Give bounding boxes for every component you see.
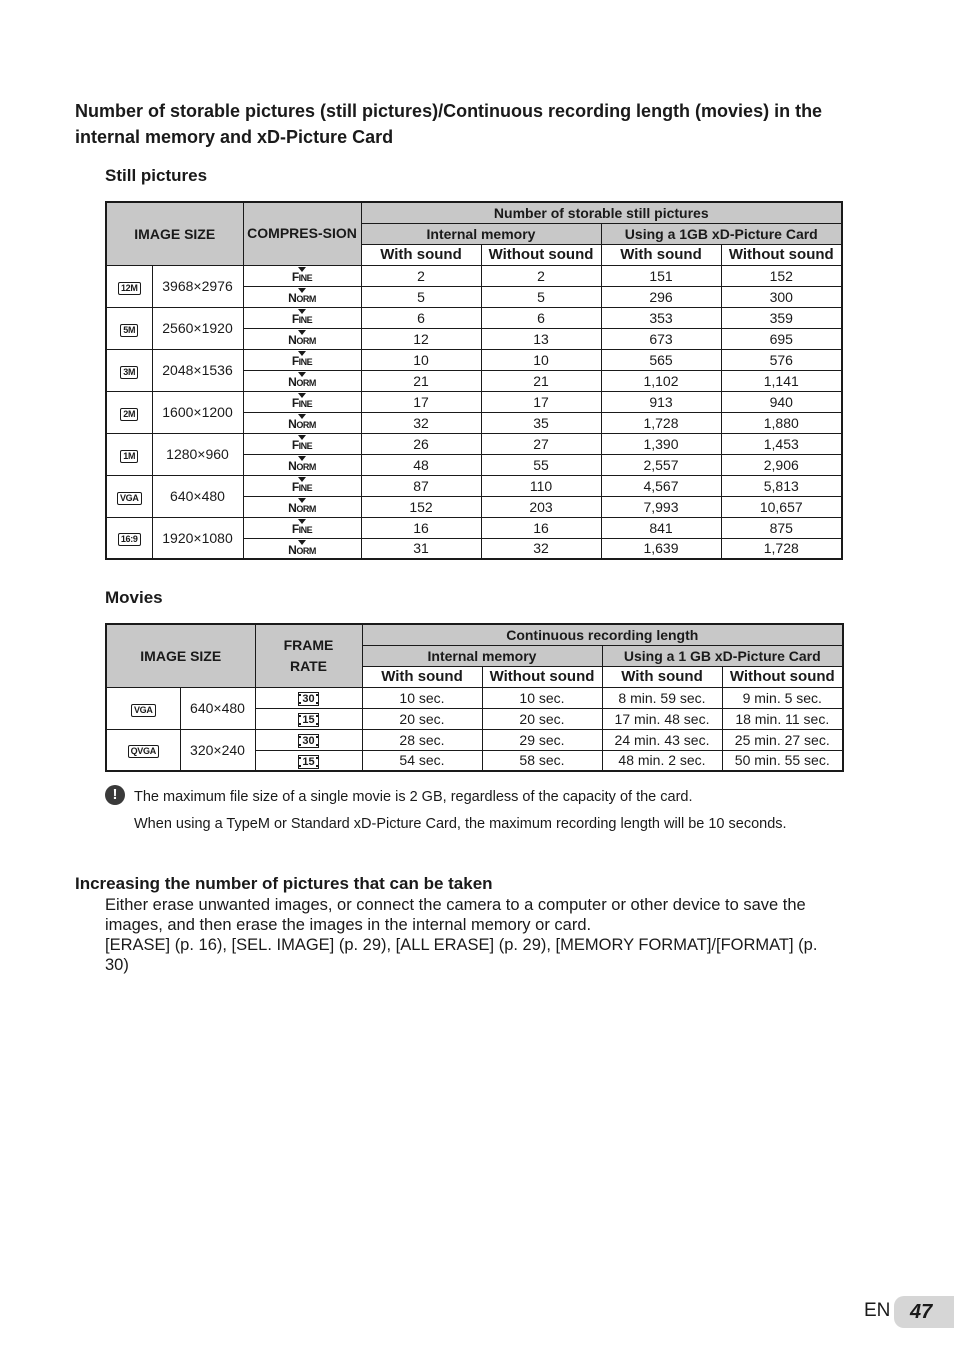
image-size-icon: 3M (120, 366, 138, 379)
compression-rest: INE (298, 525, 313, 535)
size-icon-cell (106, 307, 152, 349)
resolution-cell: 640×480 (152, 475, 243, 517)
value-cell: 695 (721, 328, 842, 349)
value-cell: 48 (361, 454, 481, 475)
compression-initial: N (288, 375, 297, 389)
value-cell: 20 sec. (482, 708, 602, 729)
image-size-icon: 16:9 (118, 533, 141, 546)
image-size-icon: QVGA (128, 745, 159, 758)
compression-initial: N (288, 501, 297, 515)
value-cell: 875 (721, 517, 842, 538)
compression-initial: N (288, 291, 297, 305)
value-cell: 87 (361, 475, 481, 496)
value-cell: 6 (481, 307, 601, 328)
compression-initial: F (291, 270, 299, 284)
value-cell: 913 (601, 391, 721, 412)
header-card: Using a 1GB xD-Picture Card (601, 223, 842, 244)
value-cell: 565 (601, 349, 721, 370)
resolution-cell: 640×480 (180, 687, 255, 729)
value-cell: 16 (481, 517, 601, 538)
norm-compression-icon (288, 372, 316, 388)
still-pictures-table (105, 201, 843, 560)
value-cell: 296 (601, 286, 721, 307)
header-with-sound: With sound (362, 666, 482, 687)
table-row (106, 265, 842, 286)
value-cell: 576 (721, 349, 842, 370)
value-cell: 24 min. 43 sec. (602, 729, 722, 750)
size-icon-cell (106, 349, 152, 391)
header-internal-memory: Internal memory (361, 223, 601, 244)
compression-cell (243, 496, 361, 517)
frame-rate-cell (255, 687, 362, 708)
value-cell: 54 sec. (362, 750, 482, 771)
compression-initial: N (288, 417, 297, 431)
value-cell: 16 (361, 517, 481, 538)
value-cell: 6 (361, 307, 481, 328)
table-row (106, 349, 842, 370)
header-frame-rate: FRAME RATE (255, 624, 362, 687)
frame-rate-icon: 15 (298, 713, 318, 727)
header-without-sound: Without sound (722, 666, 843, 687)
frame-rate-cell (255, 729, 362, 750)
compression-initial: N (288, 333, 297, 347)
compression-cell (243, 412, 361, 433)
frame-rate-icon: 30 (298, 692, 318, 706)
compression-cell (243, 265, 361, 286)
value-cell: 7,993 (601, 496, 721, 517)
compression-initial: N (288, 459, 297, 473)
value-cell: 17 (481, 391, 601, 412)
resolution-cell: 1920×1080 (152, 517, 243, 559)
header-without-sound: Without sound (481, 244, 601, 265)
header-with-sound: With sound (361, 244, 481, 265)
compression-rest: ORM (296, 545, 316, 556)
size-icon-cell (106, 687, 180, 729)
value-cell: 10 sec. (362, 687, 482, 708)
value-cell: 50 min. 55 sec. (722, 750, 843, 771)
value-cell: 152 (721, 265, 842, 286)
value-cell: 10 sec. (482, 687, 602, 708)
value-cell: 10 (481, 349, 601, 370)
fine-compression-icon (292, 435, 312, 451)
value-cell: 359 (721, 307, 842, 328)
value-cell: 1,390 (601, 433, 721, 454)
header-with-sound: With sound (601, 244, 721, 265)
size-icon-cell (106, 433, 152, 475)
caution-icon: ! (105, 785, 125, 805)
value-cell: 4,567 (601, 475, 721, 496)
table-row (106, 433, 842, 454)
compression-cell (243, 433, 361, 454)
value-cell: 17 (361, 391, 481, 412)
image-size-icon: VGA (131, 704, 156, 717)
value-cell: 25 min. 27 sec. (722, 729, 843, 750)
image-size-icon: 12M (118, 282, 141, 295)
value-cell: 17 min. 48 sec. (602, 708, 722, 729)
compression-cell (243, 370, 361, 391)
compression-cell (243, 538, 361, 559)
compression-rest: ORM (296, 294, 316, 304)
value-cell: 353 (601, 307, 721, 328)
header-internal-memory: Internal memory (362, 645, 602, 666)
value-cell: 35 (481, 412, 601, 433)
value-cell: 2 (361, 265, 481, 286)
value-cell: 1,141 (721, 370, 842, 391)
compression-rest: ORM (296, 462, 316, 472)
header-without-sound: Without sound (482, 666, 602, 687)
movies-table (105, 623, 844, 772)
image-size-icon: 1M (120, 450, 138, 463)
header-image-size: IMAGE SIZE (106, 202, 243, 265)
table-row (106, 517, 842, 538)
compression-cell (243, 328, 361, 349)
compression-cell (243, 475, 361, 496)
frame-rate-icon: 30 (298, 734, 318, 748)
compression-cell (243, 454, 361, 475)
value-cell: 151 (601, 265, 721, 286)
value-cell: 31 (361, 538, 481, 559)
compression-initial: F (291, 396, 299, 410)
compression-cell (243, 391, 361, 412)
size-icon-cell (106, 729, 180, 771)
page-title: Number of storable pictures (still pictures)/Continuous recording length (movies) in the internal memory and xD-Picture Card (75, 101, 823, 147)
compression-rest: INE (298, 399, 313, 409)
compression-cell (243, 517, 361, 538)
norm-compression-icon (288, 288, 316, 304)
table-row (106, 729, 843, 750)
increase-heading: Increasing the number of pictures that can be taken (75, 874, 493, 893)
value-cell: 8 min. 59 sec. (602, 687, 722, 708)
value-cell: 21 (481, 370, 601, 391)
image-size-icon: VGA (117, 492, 142, 505)
fine-compression-icon (292, 519, 312, 535)
compression-initial: N (288, 542, 297, 557)
compression-initial: F (291, 312, 299, 326)
fine-compression-icon (292, 393, 312, 409)
compression-rest: INE (298, 441, 313, 451)
compression-rest: INE (298, 273, 313, 283)
value-cell: 48 min. 2 sec. (602, 750, 722, 771)
value-cell: 1,102 (601, 370, 721, 391)
value-cell: 110 (481, 475, 601, 496)
header-without-sound: Without sound (721, 244, 842, 265)
header-image-size: IMAGE SIZE (106, 624, 255, 687)
value-cell: 2,557 (601, 454, 721, 475)
increase-references: [ERASE] (p. 16), [SEL. IMAGE] (p. 29), [ALL ERASE] (p. 29), [MEMORY FORMAT]/[FORMAT] (p. 30) (105, 936, 818, 974)
table-row (106, 475, 842, 496)
frame-rate-cell (255, 708, 362, 729)
norm-compression-icon (288, 456, 316, 472)
value-cell: 5 (361, 286, 481, 307)
image-size-icon: 5M (120, 324, 138, 337)
value-cell: 1,728 (721, 538, 842, 559)
value-cell: 5,813 (721, 475, 842, 496)
norm-compression-icon (288, 414, 316, 430)
size-icon-cell (106, 391, 152, 433)
compression-cell (243, 349, 361, 370)
compression-cell (243, 307, 361, 328)
compression-initial: F (291, 480, 299, 494)
value-cell: 940 (721, 391, 842, 412)
movies-heading: Movies (105, 588, 163, 607)
value-cell: 29 sec. (482, 729, 602, 750)
frame-rate-icon: 15 (298, 755, 318, 769)
compression-initial: F (291, 354, 299, 368)
value-cell: 2,906 (721, 454, 842, 475)
compression-initial: F (291, 522, 299, 536)
resolution-cell: 1600×1200 (152, 391, 243, 433)
increase-body (105, 895, 845, 975)
header-with-sound: With sound (602, 666, 722, 687)
value-cell: 203 (481, 496, 601, 517)
value-cell: 18 min. 11 sec. (722, 708, 843, 729)
value-cell: 1,728 (601, 412, 721, 433)
size-icon-cell (106, 517, 152, 559)
value-cell: 13 (481, 328, 601, 349)
value-cell: 152 (361, 496, 481, 517)
value-cell: 55 (481, 454, 601, 475)
value-cell: 20 sec. (362, 708, 482, 729)
compression-rest: ORM (296, 378, 316, 388)
value-cell: 1,639 (601, 538, 721, 559)
value-cell: 32 (481, 538, 601, 559)
fine-compression-icon (292, 309, 312, 325)
value-cell: 1,880 (721, 412, 842, 433)
value-cell: 2 (481, 265, 601, 286)
norm-compression-icon (288, 330, 316, 346)
compression-rest: ORM (296, 336, 316, 346)
value-cell: 26 (361, 433, 481, 454)
header-card: Using a 1 GB xD-Picture Card (602, 645, 843, 666)
compression-rest: ORM (296, 504, 316, 514)
norm-compression-icon (288, 498, 316, 514)
value-cell: 9 min. 5 sec. (722, 687, 843, 708)
note-recording-length: When using a TypeM or Standard xD-Picture Card, the maximum recording length will be 10 seconds. (134, 816, 787, 832)
resolution-cell: 3968×2976 (152, 265, 243, 307)
compression-rest: INE (298, 315, 313, 325)
value-cell: 27 (481, 433, 601, 454)
value-cell: 28 sec. (362, 729, 482, 750)
fine-compression-icon (292, 351, 312, 367)
increase-paragraph: Either erase unwanted images, or connect the camera to a computer or other device to save the images, and then erase the images in the internal memory or card. (105, 896, 806, 934)
image-size-icon: 2M (120, 408, 138, 421)
value-cell: 5 (481, 286, 601, 307)
resolution-cell: 1280×960 (152, 433, 243, 475)
value-cell: 10 (361, 349, 481, 370)
value-cell: 21 (361, 370, 481, 391)
size-icon-cell (106, 265, 152, 307)
size-icon-cell (106, 475, 152, 517)
value-cell: 673 (601, 328, 721, 349)
note-max-file-size: The maximum file size of a single movie is 2 GB, regardless of the capacity of the card. (134, 789, 693, 805)
resolution-cell: 320×240 (180, 729, 255, 771)
norm-compression-icon (288, 540, 316, 556)
resolution-cell: 2048×1536 (152, 349, 243, 391)
table-row (106, 687, 843, 708)
header-recording-group: Continuous recording length (362, 624, 843, 645)
value-cell: 841 (601, 517, 721, 538)
table-row (106, 391, 842, 412)
fine-compression-icon (292, 267, 312, 283)
resolution-cell: 2560×1920 (152, 307, 243, 349)
table-row (106, 307, 842, 328)
page-number: 47 (894, 1296, 954, 1328)
fine-compression-icon (292, 477, 312, 493)
value-cell: 58 sec. (482, 750, 602, 771)
header-storable-group: Number of storable still pictures (361, 202, 842, 223)
compression-initial: F (291, 438, 299, 452)
compression-rest: ORM (296, 420, 316, 430)
value-cell: 12 (361, 328, 481, 349)
language-label: EN (864, 1300, 891, 1321)
value-cell: 32 (361, 412, 481, 433)
compression-cell (243, 286, 361, 307)
header-compression: COMPRES-SION (243, 202, 361, 265)
compression-rest: INE (298, 357, 313, 367)
still-pictures-heading: Still pictures (105, 166, 208, 185)
compression-rest: INE (298, 483, 313, 493)
value-cell: 300 (721, 286, 842, 307)
frame-rate-cell (255, 750, 362, 771)
page-footer (860, 1296, 954, 1328)
value-cell: 10,657 (721, 496, 842, 517)
value-cell: 1,453 (721, 433, 842, 454)
